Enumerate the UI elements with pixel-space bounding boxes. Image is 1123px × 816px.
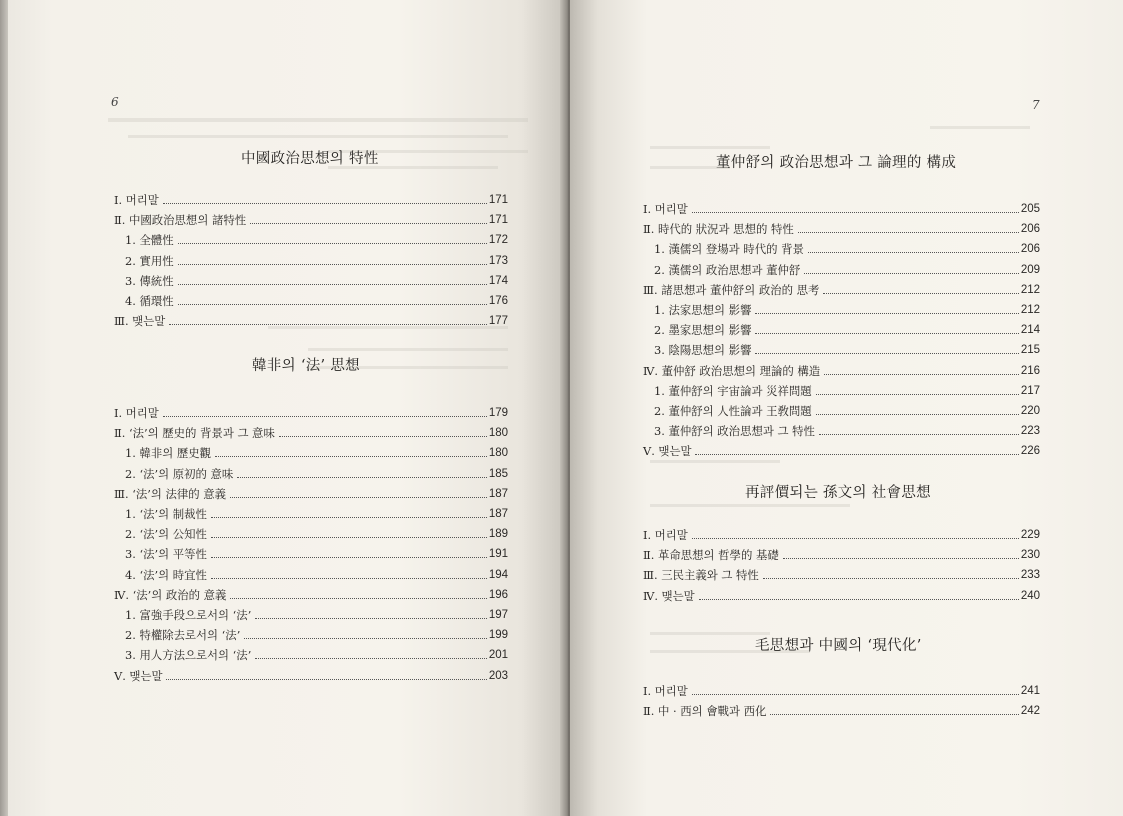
toc-entry-page-number: 217 xyxy=(1020,384,1040,397)
toc-entry-label: 2. 董仲舒의 人性論과 王敎問題 xyxy=(654,404,812,418)
dot-leader xyxy=(163,416,487,417)
toc-entry xyxy=(643,700,1040,718)
toc-entry-page-number: 199 xyxy=(488,629,508,642)
toc-entry-page-number: 197 xyxy=(488,609,508,621)
dot-leader xyxy=(163,203,487,204)
toc-entry-label: Ⅰ. 머리말 xyxy=(643,528,688,542)
toc-entry-label: 3. 董仲舒의 政治思想과 그 特性 xyxy=(654,424,815,439)
dot-leader xyxy=(211,557,487,558)
dot-leader xyxy=(178,264,487,265)
toc-entry-page-number: 187 xyxy=(488,508,508,520)
dot-leader xyxy=(699,599,1019,600)
toc-entry-label: Ⅲ. ‘法’의 法律的 意義 xyxy=(114,486,227,501)
toc-entry-page-number: 171 xyxy=(488,214,508,227)
toc-entry-page-number: 206 xyxy=(1020,223,1040,236)
toc-entry-label: 1. 韓非의 歷史觀 xyxy=(125,446,212,461)
dot-leader xyxy=(255,618,486,619)
toc-entry xyxy=(114,250,508,268)
toc-entry-page-number: 223 xyxy=(1020,425,1040,438)
toc-entry xyxy=(643,544,1040,562)
toc-entry-page-number: 177 xyxy=(488,315,508,328)
toc-entry-label: Ⅰ. 머리말 xyxy=(114,406,159,420)
toc-entry xyxy=(114,270,508,288)
toc-entry-label: Ⅰ. 머리말 xyxy=(643,684,688,698)
toc-entry xyxy=(643,218,1040,236)
toc-entry-label: Ⅳ. ‘法’의 政治的 意義 xyxy=(114,587,227,602)
toc-entry-label: Ⅲ. 三民主義와 그 特性 xyxy=(643,568,759,583)
toc-entry-label: Ⅲ. 맺는말 xyxy=(114,314,166,329)
dot-leader xyxy=(695,454,1018,455)
toc-entry-page-number: 240 xyxy=(1020,589,1040,602)
toc-entry xyxy=(643,319,1040,337)
toc-entry-page-number: 172 xyxy=(488,234,508,247)
toc-entry-page-number: 173 xyxy=(488,254,508,267)
dot-leader xyxy=(692,694,1019,695)
dot-leader xyxy=(755,333,1018,334)
dot-leader xyxy=(279,436,487,437)
dot-leader xyxy=(178,243,487,244)
dot-leader xyxy=(819,434,1019,435)
toc-entry-label: 1. 全體性 xyxy=(125,233,174,248)
toc-entry xyxy=(643,585,1040,603)
toc-entry-label: Ⅳ. 맺는말 xyxy=(643,588,695,603)
toc-entry xyxy=(114,310,508,328)
toc-entry xyxy=(114,604,508,622)
section-title: 再評價되는 孫文의 社會思想 xyxy=(745,485,931,501)
section-title: 毛思想과 中國의 ‘現代化’ xyxy=(755,638,922,654)
toc-entry-page-number: 209 xyxy=(1020,263,1040,276)
dot-leader xyxy=(798,232,1019,233)
right-page xyxy=(570,0,1123,816)
dot-leader xyxy=(816,414,1019,415)
toc-entry-label: 1. 董仲舒의 宇宙論과 災祥問題 xyxy=(654,383,812,398)
toc-entry xyxy=(114,189,508,207)
toc-entry-label: Ⅴ. 맺는말 xyxy=(643,444,692,459)
toc-entry xyxy=(114,543,508,561)
dot-leader xyxy=(692,212,1019,213)
toc-entry xyxy=(114,229,508,247)
dot-leader xyxy=(755,353,1018,354)
toc-entry-label: 2. 漢儒의 政治思想과 董仲舒 xyxy=(654,262,801,277)
toc-entry-label: 2. ‘法’의 公知性 xyxy=(125,527,207,542)
toc-entry xyxy=(643,238,1040,256)
toc-entry-page-number: 203 xyxy=(488,669,508,682)
toc-entry xyxy=(114,463,508,481)
dot-leader xyxy=(808,252,1019,253)
toc-entry-label: Ⅱ. 時代的 狀況과 思想的 特性 xyxy=(643,222,794,237)
dot-leader xyxy=(255,658,486,659)
toc-entry xyxy=(114,290,508,308)
toc-entry-label: 4. 循環性 xyxy=(125,294,174,308)
toc-entry-page-number: 189 xyxy=(488,528,508,541)
dot-leader xyxy=(755,313,1018,314)
toc-entry xyxy=(114,523,508,541)
toc-entry-page-number: 185 xyxy=(488,467,508,480)
toc-entry-label: 2. ‘法’의 原初的 意味 xyxy=(125,466,234,481)
toc-entry-label: Ⅱ. 中國政治思想의 諸特性 xyxy=(114,213,247,228)
toc-entry-label: Ⅱ. ‘法’의 歷史的 背景과 그 意味 xyxy=(114,426,275,441)
toc-entry-label: 4. ‘法’의 時宜性 xyxy=(125,567,207,582)
toc-entry xyxy=(643,400,1040,418)
page-number: 7 xyxy=(1032,98,1040,112)
toc-entry xyxy=(643,680,1040,698)
dot-leader xyxy=(215,456,487,457)
toc-entry-label: Ⅳ. 董仲舒 政治思想의 理論的 構造 xyxy=(643,363,821,378)
toc-entry-page-number: 174 xyxy=(488,274,508,287)
toc-entry-page-number: 201 xyxy=(488,649,508,662)
toc-entry xyxy=(643,564,1040,582)
toc-entry-page-number: 212 xyxy=(1020,304,1040,316)
section-title: 中國政治思想의 特性 xyxy=(241,151,379,167)
dot-leader xyxy=(770,714,1018,715)
toc-entry-page-number: 230 xyxy=(1020,549,1040,562)
toc-entry-label: 1. 法家思想의 影響 xyxy=(654,303,752,317)
toc-entry xyxy=(643,420,1040,438)
dot-leader xyxy=(169,324,487,325)
toc-entry-label: Ⅰ. 머리말 xyxy=(114,193,159,207)
toc-entry xyxy=(114,665,508,683)
section-title: 董仲舒의 政治思想과 그 論理的 構成 xyxy=(716,155,957,171)
toc-entry xyxy=(643,198,1040,216)
toc-entry-label: 2. 實用性 xyxy=(125,253,174,268)
toc-entry-page-number: 179 xyxy=(488,407,508,419)
toc-entry-page-number: 180 xyxy=(488,447,508,460)
toc-entry xyxy=(114,503,508,521)
toc-entry xyxy=(114,422,508,440)
toc-entry-label: 1. ‘法’의 制裁性 xyxy=(125,507,207,521)
toc-entry xyxy=(114,584,508,602)
toc-entry-page-number: 176 xyxy=(488,295,508,307)
dot-leader xyxy=(692,538,1019,539)
toc-entry xyxy=(643,380,1040,398)
dot-leader xyxy=(178,284,487,285)
toc-entry-label: 2. 墨家思想의 影響 xyxy=(654,323,752,338)
dot-leader xyxy=(783,558,1019,559)
toc-entry-label: 3. 傳統性 xyxy=(125,273,174,288)
toc-entry xyxy=(643,279,1040,297)
toc-entry xyxy=(643,440,1040,458)
toc-entry-label: 3. ‘法’의 平等性 xyxy=(125,547,207,562)
toc-entry-page-number: 220 xyxy=(1020,405,1040,417)
toc-entry-page-number: 216 xyxy=(1020,364,1040,377)
dot-leader xyxy=(804,273,1019,274)
toc-entry-page-number: 171 xyxy=(488,194,508,206)
toc-entry xyxy=(114,644,508,662)
toc-entry-page-number: 226 xyxy=(1020,445,1040,458)
toc-entry-label: Ⅴ. 맺는말 xyxy=(114,668,163,683)
toc-entry-label: 3. 用人方法으로서의 ‘法’ xyxy=(125,648,252,663)
left-page xyxy=(8,0,566,816)
toc-entry xyxy=(114,564,508,582)
toc-entry-page-number: 206 xyxy=(1020,243,1040,256)
dot-leader xyxy=(763,578,1019,579)
dot-leader xyxy=(244,638,486,639)
toc-entry-page-number: 180 xyxy=(488,427,508,440)
dot-leader xyxy=(166,679,486,680)
dot-leader xyxy=(211,578,487,579)
toc-entry xyxy=(643,524,1040,542)
toc-entry xyxy=(643,339,1040,357)
toc-entry-label: 1. 富強手段으로서의 ‘法’ xyxy=(125,608,252,622)
toc-entry-page-number: 205 xyxy=(1020,203,1040,215)
toc-entry-label: 3. 陰陽思想의 影響 xyxy=(654,343,752,358)
toc-entry xyxy=(114,624,508,642)
dot-leader xyxy=(816,394,1019,395)
toc-entry-page-number: 196 xyxy=(488,588,508,601)
toc-entry-label: Ⅰ. 머리말 xyxy=(643,202,688,216)
toc-entry xyxy=(114,402,508,420)
toc-entry-page-number: 187 xyxy=(488,487,508,500)
section-title: 韓非의 ‘法’ 思想 xyxy=(252,358,360,374)
toc-entry-page-number: 191 xyxy=(488,548,508,561)
dot-leader xyxy=(823,293,1018,294)
toc-entry-label: 2. 特權除去로서의 ‘法’ xyxy=(125,628,241,643)
dot-leader xyxy=(230,497,487,498)
dot-leader xyxy=(824,374,1019,375)
toc-entry-label: 1. 漢儒의 登場과 時代的 背景 xyxy=(654,242,804,257)
toc-entry-label: Ⅱ. 革命思想의 哲學的 基礎 xyxy=(643,548,779,563)
toc-entry xyxy=(643,259,1040,277)
toc-entry xyxy=(114,442,508,460)
dot-leader xyxy=(211,537,487,538)
toc-entry-label: Ⅱ. 中 · 西의 會戰과 西化 xyxy=(643,704,767,719)
toc-entry xyxy=(114,209,508,227)
toc-entry-page-number: 194 xyxy=(488,568,508,581)
toc-entry-label: Ⅲ. 諸思想과 董仲舒의 政治的 思考 xyxy=(643,282,820,297)
toc-entry xyxy=(114,483,508,501)
toc-entry-page-number: 229 xyxy=(1020,529,1040,541)
toc-entry-page-number: 215 xyxy=(1020,344,1040,357)
page-number: 6 xyxy=(111,95,119,109)
toc-entry-page-number: 242 xyxy=(1020,705,1040,718)
toc-entry xyxy=(643,299,1040,317)
dot-leader xyxy=(230,598,486,599)
dot-leader xyxy=(178,304,487,305)
toc-entry-page-number: 212 xyxy=(1020,283,1040,296)
toc-entry xyxy=(643,360,1040,378)
toc-entry-page-number: 214 xyxy=(1020,324,1040,337)
toc-entry-page-number: 233 xyxy=(1020,569,1040,582)
toc-entry-page-number: 241 xyxy=(1020,685,1040,697)
dot-leader xyxy=(237,477,486,478)
dot-leader xyxy=(211,517,487,518)
dot-leader xyxy=(250,223,487,224)
